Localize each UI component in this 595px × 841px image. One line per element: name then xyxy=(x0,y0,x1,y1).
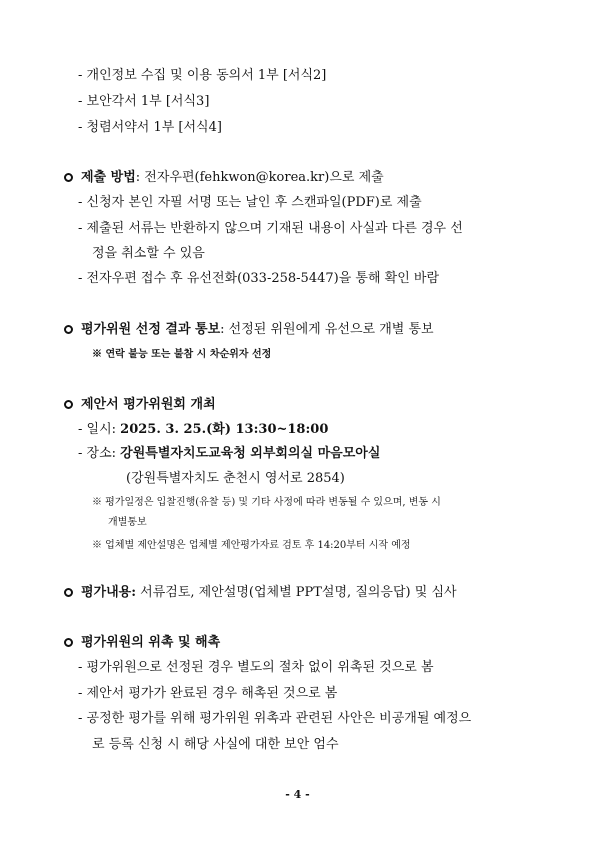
list-item: - 평가위원으로 선정된 경우 별도의 절차 없이 위촉된 것으로 봄 xyxy=(78,660,434,675)
meeting-address: (강원특별자치도 춘천시 영서로 2854) xyxy=(126,471,345,486)
list-item-text: 제출된 서류는 반환하지 않으며 기재된 내용이 사실과 다른 경우 선 xyxy=(86,221,463,236)
list-item-text: 전자우편 접수 후 유선전화(033-258-5447)을 통해 확인 바람 xyxy=(86,271,440,286)
circle-bullet-icon xyxy=(64,400,73,409)
section-text: 서류검토, 제안설명(업체별 PPT설명, 질의응답) 및 심사 xyxy=(136,585,457,600)
meeting-date: - 일시: 2025. 3. 25.(화) 13:30~18:00 xyxy=(78,422,329,437)
list-item-text: 보안각서 1부 [서식3] xyxy=(86,94,210,109)
page-number: - 4 - xyxy=(285,788,310,801)
meeting-note-continuation: 개별통보 xyxy=(108,517,147,528)
meeting-note: ※ 평가일정은 입찰진행(유찰 등) 및 기타 사정에 따라 변동될 수 있으며, 변동 시 xyxy=(92,497,441,508)
list-item-text: 공정한 평가를 위해 평가위원 위촉과 관련된 사안은 비공개될 예정으 xyxy=(86,711,472,726)
section-notice-heading xyxy=(64,322,434,338)
list-item-text: 제안서 평가가 완료된 경우 해촉된 것으로 봄 xyxy=(86,686,338,701)
meeting-note: ※ 업체별 제안설명은 업체별 제안평가자료 검토 후 14:20부터 시작 예정 xyxy=(92,540,411,551)
meeting-place: - 장소: 강원특별자치도교육청 외부회의실 마음모아실 xyxy=(78,446,381,461)
list-item: - 신청자 본인 자필 서명 또는 날인 후 스캔파일(PDF)로 제출 xyxy=(78,195,422,210)
list-item-text: 신청자 본인 자필 서명 또는 날인 후 스캔파일(PDF)로 제출 xyxy=(86,195,422,210)
list-item: - 청렴서약서 1부 [서식4] xyxy=(78,120,222,135)
list-item-text: 청렴서약서 1부 [서식4] xyxy=(86,120,222,135)
list-item: - 개인정보 수집 및 이용 동의서 1부 [서식2] xyxy=(78,68,327,83)
list-item-continuation: 로 등록 신청 시 해당 사실에 대한 보안 엄수 xyxy=(92,737,339,752)
place-label: 장소: xyxy=(86,446,121,461)
section-title: 평가내용: xyxy=(81,585,137,600)
section-title: 제출 방법 xyxy=(81,170,136,185)
section-title: 평가위원의 위촉 및 해촉 xyxy=(81,635,221,650)
list-item: - 제출된 서류는 반환하지 않으며 기재된 내용이 사실과 다른 경우 선 xyxy=(78,221,463,236)
list-item: - 보안각서 1부 [서식3] xyxy=(78,94,210,109)
section-appoint-heading xyxy=(64,635,220,651)
place-value: 강원특별자치도교육청 외부회의실 마음모아실 xyxy=(120,446,381,461)
list-item-text: 개인정보 수집 및 이용 동의서 1부 [서식2] xyxy=(86,68,327,83)
notice-note: ※ 연락 불능 또는 불참 시 차순위자 선정 xyxy=(92,349,272,360)
circle-bullet-icon xyxy=(64,588,73,597)
section-text: : 전자우편(fehkwon@korea.kr)으로 제출 xyxy=(135,170,384,185)
list-item: - 전자우편 접수 후 유선전화(033-258-5447)을 통해 확인 바람 xyxy=(78,271,440,286)
section-submission-heading xyxy=(64,170,384,186)
list-item-continuation: 정을 취소할 수 있음 xyxy=(92,246,205,261)
circle-bullet-icon xyxy=(64,325,73,334)
date-value: 2025. 3. 25.(화) 13:30~18:00 xyxy=(120,422,329,437)
section-title: 평가위원 선정 결과 통보 xyxy=(81,322,221,337)
list-item-text: 평가위원으로 선정된 경우 별도의 절차 없이 위촉된 것으로 봄 xyxy=(86,660,434,675)
section-meeting-heading xyxy=(64,397,216,413)
list-item: - 제안서 평가가 완료된 경우 해촉된 것으로 봄 xyxy=(78,686,338,701)
section-title: 제안서 평가위원회 개최 xyxy=(81,397,216,412)
section-text: : 선정된 위원에게 유선으로 개별 통보 xyxy=(220,322,434,337)
circle-bullet-icon xyxy=(64,173,73,182)
section-content-heading xyxy=(64,585,457,601)
list-item: - 공정한 평가를 위해 평가위원 위촉과 관련된 사안은 비공개될 예정으 xyxy=(78,711,472,726)
circle-bullet-icon xyxy=(64,638,73,647)
date-label: 일시: xyxy=(86,422,121,437)
